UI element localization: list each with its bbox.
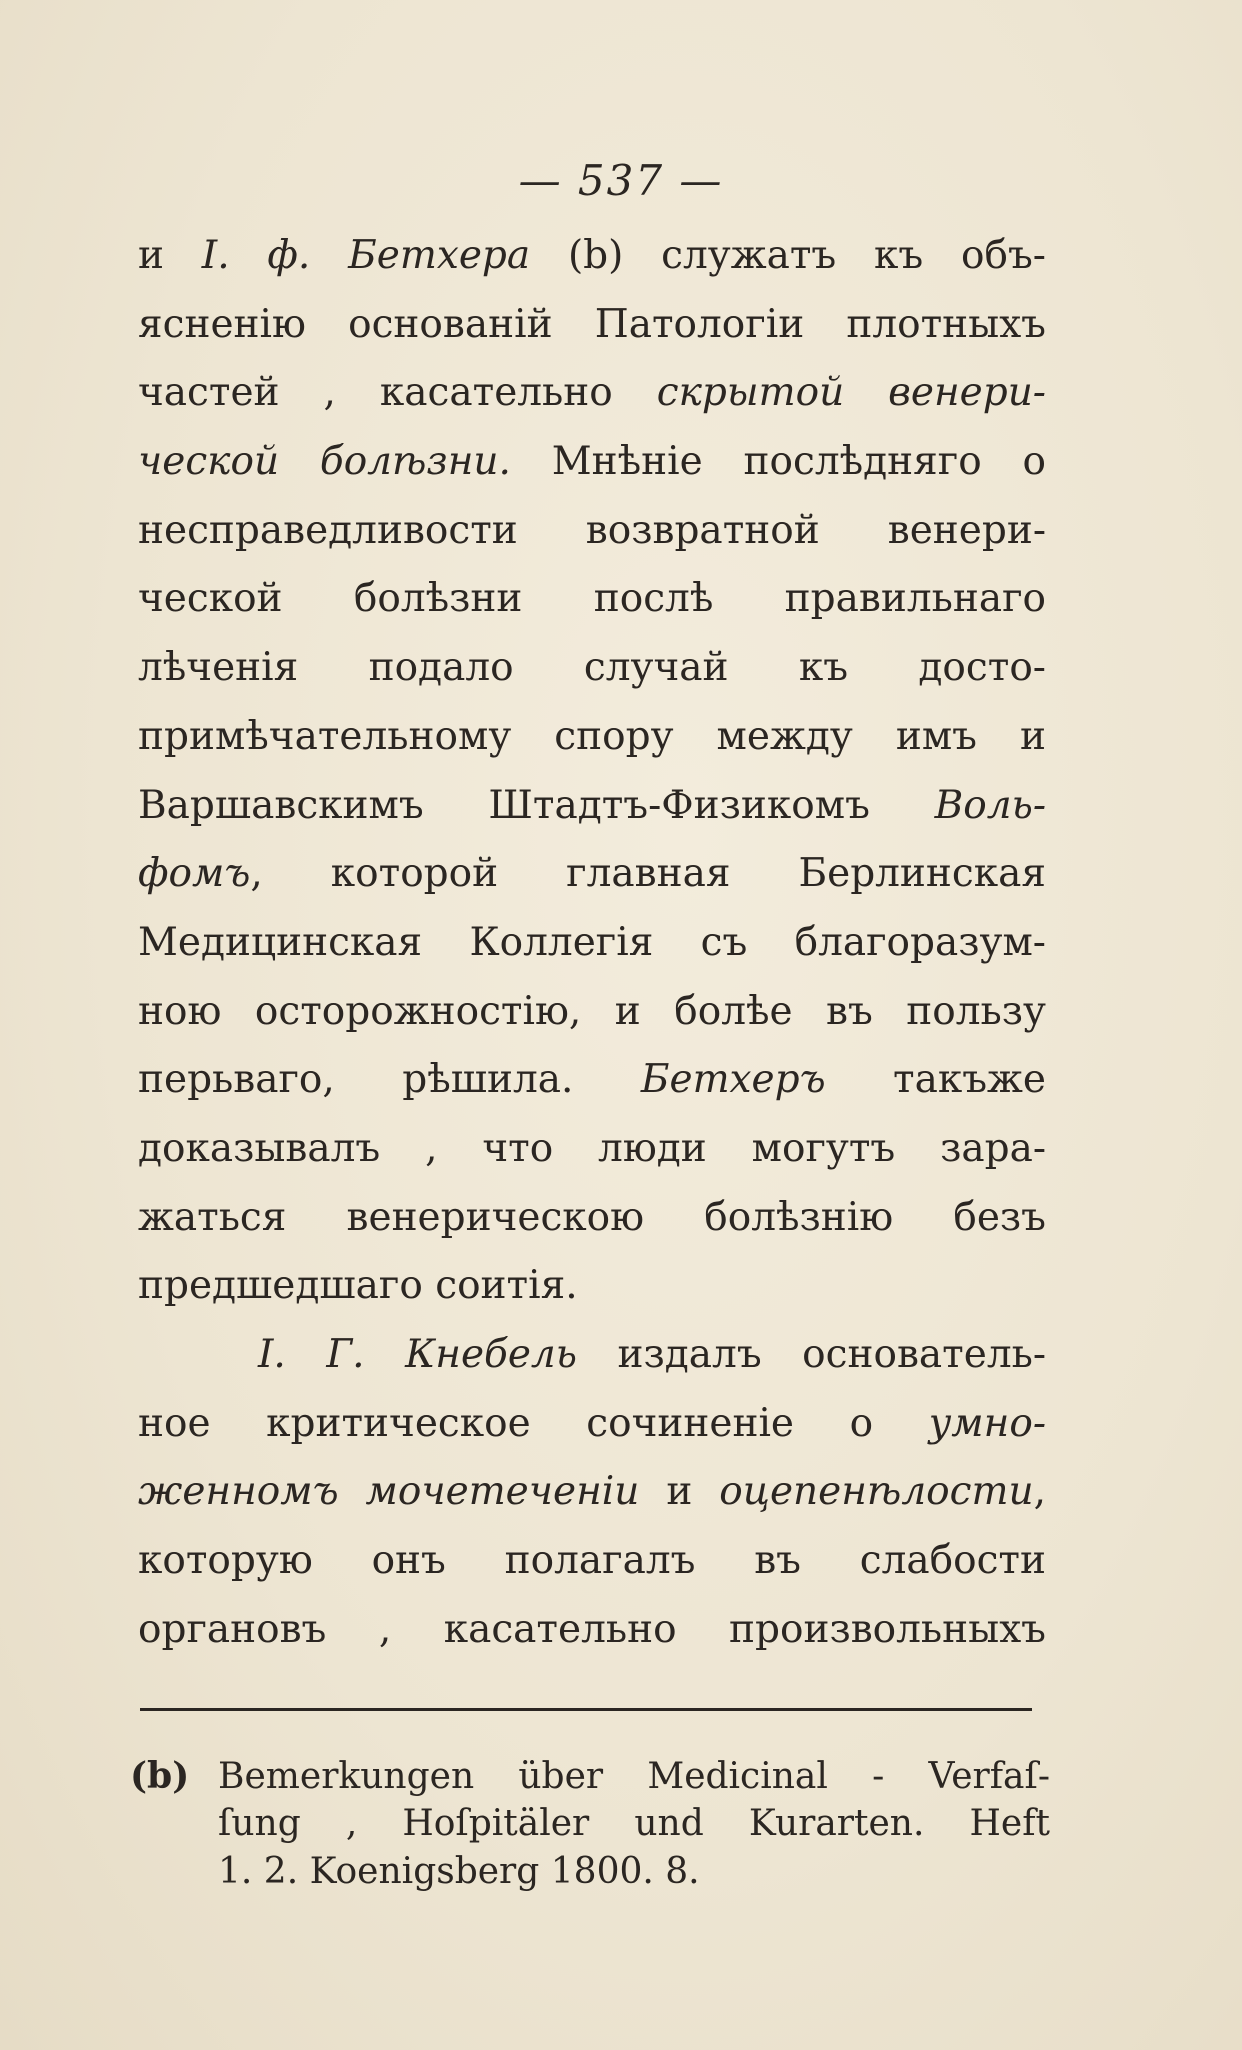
- text-line: [138, 497, 1046, 566]
- text-line: [138, 1390, 1046, 1459]
- text-run: предшедшаго соитiя.: [138, 1263, 578, 1309]
- text-run: которую онъ полагалъ въ слабости: [138, 1538, 1046, 1584]
- text-line: [138, 428, 1046, 497]
- italic-text-run: I. ф. Бетхера: [201, 233, 531, 278]
- text-run: , которой главная Берлинская: [250, 851, 1046, 897]
- italic-text-run: фомъ: [138, 851, 251, 897]
- text-line: [138, 1321, 1046, 1390]
- text-run: частей , касательно: [138, 370, 657, 416]
- text-run: жаться венерическою болѣзнiю безъ: [138, 1194, 1046, 1240]
- italic-text-run: женномъ мочетеченiи: [138, 1469, 640, 1515]
- text-run: (b) служатъ къ объ-: [530, 233, 1046, 278]
- text-line: [138, 1252, 1046, 1321]
- footnote-divider: [140, 1708, 1032, 1711]
- text-run: несправедливости возвратной венери-: [138, 507, 1046, 553]
- text-line: [138, 1115, 1046, 1184]
- footnote-text: Bemerkungen über Medicinal - Verfaſ-: [218, 1756, 1050, 1797]
- footnote: [130, 1752, 1050, 1896]
- footnote-text: ſung , Hoſpitäler und Kurarten. Heft: [218, 1803, 1050, 1844]
- text-line: [138, 909, 1046, 978]
- text-run: Медицинская Коллегiя съ благоразум-: [138, 919, 1046, 965]
- text-line: [138, 634, 1046, 703]
- text-line: [138, 222, 1046, 291]
- text-run: издалъ основатель-: [576, 1332, 1046, 1377]
- text-run: доказывалъ , что люди могутъ зара-: [138, 1125, 1046, 1171]
- text-line: [138, 978, 1046, 1047]
- text-run: перьваго, рѣшила.: [138, 1057, 641, 1103]
- text-run: Мнѣнiе послѣдняго о: [510, 439, 1046, 485]
- footnote-text: 1. 2. Koenigsberg 1800. 8.: [218, 1851, 700, 1892]
- italic-text-run: I. Г. Кнебель: [258, 1332, 577, 1377]
- text-line: [138, 1527, 1046, 1596]
- text-run: такъже: [825, 1057, 1046, 1103]
- text-line: [138, 565, 1046, 634]
- italic-text-run: скрытой венери-: [656, 370, 1046, 416]
- italic-text-run: оцепенѣлости: [719, 1469, 1034, 1515]
- italic-text-run: Воль-: [934, 782, 1046, 828]
- footnote-line: [130, 1848, 1050, 1896]
- text-line: [138, 703, 1046, 772]
- text-line: [138, 1184, 1046, 1253]
- text-run: Варшавскимъ Штадтъ-Физикомъ: [138, 782, 935, 828]
- page-number: — 537 —: [518, 156, 724, 205]
- italic-text-run: умно-: [928, 1400, 1046, 1446]
- text-run: ною осторожностiю, и болѣе въ пользу: [138, 988, 1046, 1034]
- text-run: ческой болѣзни послѣ правильнаго: [138, 576, 1046, 622]
- text-run: лѣченiя подало случай къ достo-: [138, 645, 1046, 691]
- footnote-line: [130, 1800, 1050, 1848]
- text-run: и: [138, 233, 202, 278]
- text-line: [138, 840, 1046, 909]
- text-run: ,: [1033, 1469, 1046, 1515]
- text-run: органовъ , касательно произвольныхъ: [138, 1606, 1046, 1652]
- text-run: и: [639, 1469, 720, 1515]
- text-line: [138, 291, 1046, 360]
- italic-text-run: ческой болѣзни.: [138, 439, 511, 485]
- text-line: [138, 1046, 1046, 1115]
- italic-text-run: Бетхеръ: [640, 1057, 826, 1103]
- text-line: [138, 359, 1046, 428]
- text-line: [138, 1596, 1046, 1665]
- text-run: примѣчательному спору между имъ и: [138, 713, 1046, 759]
- text-run: ное критическое сочиненiе о: [138, 1400, 929, 1446]
- footnote-marker: (b): [130, 1755, 190, 1797]
- text-line: [138, 1458, 1046, 1527]
- text-run: ясненiю основанiй Патологiи плотныхъ: [138, 301, 1046, 347]
- body-text: [138, 222, 1046, 1664]
- footnote-line: [130, 1752, 1050, 1800]
- text-line: [138, 772, 1046, 841]
